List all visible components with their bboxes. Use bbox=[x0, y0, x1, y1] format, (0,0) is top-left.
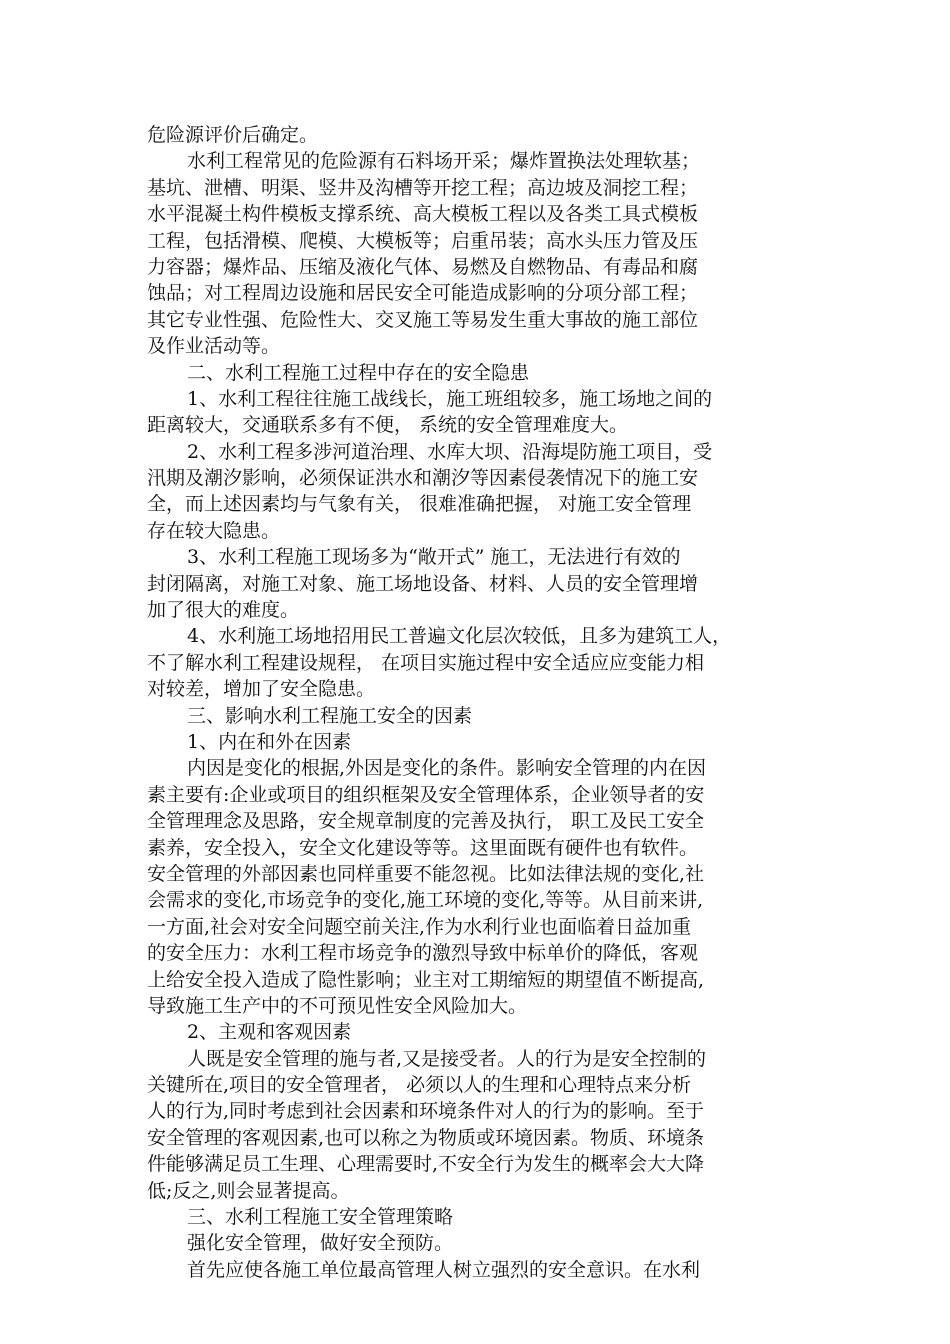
text-line: 全管理理念及思路，安全规章制度的完善及执行， 职工及民工安全 bbox=[147, 810, 705, 833]
text-line: 力容器；爆炸品、压缩及液化气体、易燃及自燃物品、有毒品和腐 bbox=[147, 255, 699, 278]
text-line: 三、影响水利工程施工安全的因素 bbox=[187, 704, 473, 727]
text-line: 二、水利工程施工过程中存在的安全隐患 bbox=[187, 361, 530, 384]
text-line: 距离较大，交通联系多有不便， 系统的安全管理难度大。 bbox=[147, 414, 629, 437]
text-line: 汛期及潮汐影响，必须保证洪水和潮汐等因素侵袭情况下的施工安 bbox=[147, 467, 699, 490]
text-line: 4、水利施工场地招用民工普遍文化层次较低，且多为建筑工人， bbox=[187, 625, 732, 648]
text-line: 加了很大的难度。 bbox=[147, 599, 300, 622]
text-line: 基坑、泄槽、明渠、竖井及沟槽等开挖工程；高边坡及洞挖工程； bbox=[147, 176, 699, 199]
text-line: 封闭隔离，对施工对象、施工场地设备、材料、人员的安全管理增 bbox=[147, 572, 699, 595]
text-line: 一方面,社会对安全问题空前关注,作为水利行业也面临着日益加重 bbox=[147, 915, 692, 938]
text-line: 内因是变化的根据,外因是变化的条件。影响安全管理的内在因 bbox=[187, 757, 707, 780]
text-line: 2、主观和客观因素 bbox=[187, 1021, 352, 1044]
text-line: 强化安全管理，做好安全预防。 bbox=[187, 1232, 454, 1255]
text-line: 关键所在,项目的安全管理者， 必须以人的生理和心理特点来分析 bbox=[147, 1074, 692, 1097]
text-line: 对较差，增加了安全隐患。 bbox=[147, 678, 376, 701]
text-line: 人既是安全管理的施与者,又是接受者。人的行为是安全控制的 bbox=[187, 1047, 707, 1070]
text-line: 安全管理的外部因素也同样重要不能忽视。比如法律法规的变化,社 bbox=[147, 862, 705, 885]
text-line: 危险源评价后确定。 bbox=[147, 124, 319, 146]
text-line: 工程，包括滑模、爬模、大模板等；启重吊装；高水头压力管及压 bbox=[147, 229, 699, 252]
text-line: 3、水利工程施工现场多为“敞开式” 施工，无法进行有效的 bbox=[187, 546, 681, 569]
text-line: 人的行为,同时考虑到社会因素和环境条件对人的行为的影响。至于 bbox=[147, 1100, 705, 1123]
text-line: 蚀品；对工程周边设施和居民安全可能造成影响的分项分部工程； bbox=[147, 282, 699, 305]
text-line: 1、水利工程往往施工战线长，施工班组较多，施工场地之间的 bbox=[187, 387, 713, 410]
text-line: 不了解水利工程建设规程， 在项目实施过程中安全适应应变能力相 bbox=[147, 651, 705, 674]
text-line: 及作业活动等。 bbox=[147, 335, 281, 358]
document-body bbox=[147, 122, 807, 1283]
text-line: 安全管理的客观因素,也可以称之为物质或环境因素。物质、环境条 bbox=[147, 1126, 705, 1149]
text-line: 件能够满足员工生理、心理需要时,不安全行为发生的概率会大大降 bbox=[147, 1153, 705, 1176]
text-line: 的安全压力：水利工程市场竞争的激烈导致中标单价的降低，客观 bbox=[147, 942, 699, 965]
text-line: 全，而上述因素均与气象有关， 很难准确把握， 对施工安全管理 bbox=[147, 493, 692, 516]
text-line: 水平混凝土构件模板支撑系统、高大模板工程以及各类工具式模板 bbox=[147, 203, 699, 226]
text-line: 导致施工生产中的不可预见性安全风险加大。 bbox=[147, 994, 528, 1017]
text-line: 其它专业性强、危险性大、交叉施工等易发生重大事故的施工部位 bbox=[147, 308, 699, 331]
text-line: 低;反之,则会显著提高。 bbox=[147, 1179, 350, 1202]
text-line: 素养，安全投入，安全文化建设等等。这里面既有硬件也有软件。 bbox=[147, 836, 699, 859]
text-line: 会需求的变化,市场竞争的变化,施工环境的变化,等等。从目前来讲, bbox=[147, 889, 704, 912]
text-line: 1、内在和外在因素 bbox=[187, 730, 352, 753]
text-line: 素主要有:企业或项目的组织框架及安全管理体系，企业领导者的安 bbox=[147, 783, 705, 806]
text-line: 三、水利工程施工安全管理策略 bbox=[187, 1206, 454, 1229]
text-line: 存在较大隐患。 bbox=[147, 519, 281, 542]
text-line: 水利工程常见的危险源有石料场开采；爆炸置换法处理软基； bbox=[187, 150, 701, 173]
text-line: 首先应使各施工单位最高管理人树立强烈的安全意识。在水利 bbox=[187, 1258, 701, 1281]
text-line: 2、水利工程多涉河道治理、水库大坝、沿海堤防施工项目，受 bbox=[187, 440, 713, 463]
text-line: 上给安全投入造成了隐性影响；业主对工期缩短的期望值不断提高, bbox=[147, 968, 705, 991]
